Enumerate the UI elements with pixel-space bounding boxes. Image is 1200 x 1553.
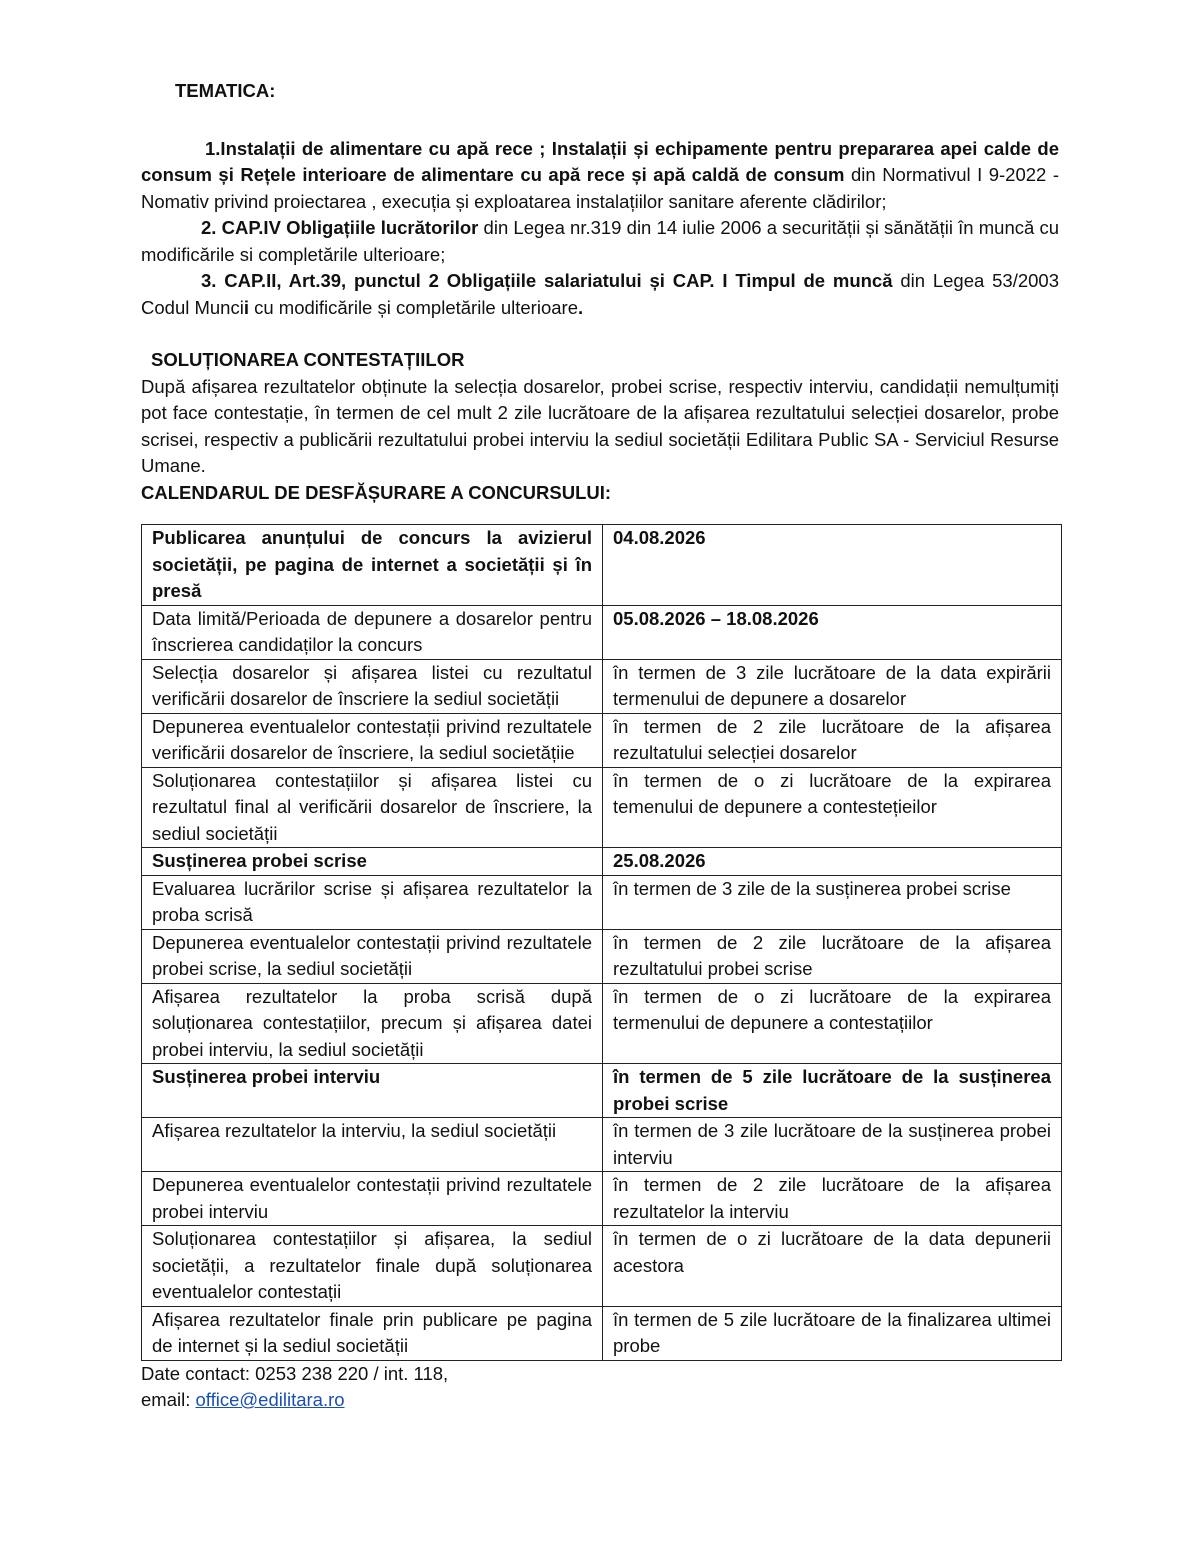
tematica-item-3-bold-tail: i [243, 296, 249, 318]
calendar-step: Depunerea eventualelor contestații privind rezultatele verificării dosarelor de înscriere, la sediul societățiie [142, 713, 603, 767]
calendar-step: Evaluarea lucrărilor scrise și afișarea rezultatelor la proba scrisă [142, 875, 603, 929]
calendar-step: Data limită/Perioada de depunere a dosarelor pentru înscrierea candidaților la concurs [142, 605, 603, 659]
calendar-row [142, 1118, 1062, 1172]
calendar-term: în termen de 2 zile lucrătoare de la afișarea rezultatelor la interviu [603, 1172, 1062, 1226]
calendar-term: în termen de 2 zile lucrătoare de la afișarea rezultatului selecției dosarelor [603, 713, 1062, 767]
calendar-term: în termen de 5 zile lucrătoare de la susținerea probei scrise [603, 1064, 1062, 1118]
calendar-row [142, 1226, 1062, 1307]
calendar-term: în termen de 3 zile de la susținerea probei scrise [603, 875, 1062, 929]
calendar-row [142, 767, 1062, 848]
calendar-title: CALENDARUL DE DESFĂȘURARE A CONCURSULUI: [141, 481, 612, 503]
calendar-term: 04.08.2026 [603, 525, 1062, 606]
calendar-row [142, 525, 1062, 606]
tematica-item-2-bold: 2. CAP.IV Obligațiile lucrătorilor [201, 217, 479, 238]
contact-email-row [141, 1387, 1059, 1414]
tematica-item-3-text: din Legea 53/2003 Codul Munci [141, 270, 1059, 318]
solutionare-text: După afișarea rezultatelor obținute la selecția dosarelor, probei scrise, respectiv interviu, candidații nemulțumiți pot face contestație, în termen de cel mult 2 zile lucrătoare de la afișarea rezultatului selecției dosarelor, probe scrisei, respectiv a publicării rezultatului probei interviu la sediul societății Edilitara Public SA - Serviciul Resurse Umane. [141, 375, 1059, 476]
tematica-item-3-bold: 3. CAP.II, Art.39, punctul 2 Obligațiile salariatului și CAP. I Timpul de muncă [201, 270, 893, 291]
contact-line: Date contact: 0253 238 220 / int. 118, [141, 1362, 449, 1384]
calendar-row [142, 713, 1062, 767]
calendar-term: în termen de 2 zile lucrătoare de la afișarea rezultatului probei scrise [603, 929, 1062, 983]
calendar-step: Selecția dosarelor și afișarea listei cu rezultatul verificării dosarelor de înscriere la sediul societății [142, 659, 603, 713]
calendar-row [142, 983, 1062, 1064]
email-link[interactable]: office@edilitara.ro [195, 1389, 345, 1410]
tematica-item-1-bold: 1.Instalații de alimentare cu apă rece ; Instalații și echipamente pentru prepararea apei calde de consum și Rețele interioare de alimentare cu apă rece și apă caldă de consum [141, 137, 1059, 185]
tematica-item-1 [141, 136, 1059, 216]
calendar-step: Susținerea probei scrise [142, 848, 603, 876]
calendar-step: Soluționarea contestațiilor și afișarea, la sediul societății, a rezultatelor finale după soluționarea eventualelor contestații [142, 1226, 603, 1307]
document-page [141, 78, 1059, 1414]
calendar-step: Afișarea rezultatelor la interviu, la sediul societății [142, 1118, 603, 1172]
calendar-row [142, 929, 1062, 983]
calendar-step: Soluționarea contestațiilor și afișarea listei cu rezultatul final al verificării dosarelor de înscriere, la sediul societății [142, 767, 603, 848]
calendar-row [142, 1306, 1062, 1360]
calendar-term: în termen de o zi lucrătoare de la expirarea termenului de depunere a contestațiilor [603, 983, 1062, 1064]
calendar-term: 25.08.2026 [603, 848, 1062, 876]
calendar-row [142, 848, 1062, 876]
calendar-term: în termen de 3 zile lucrătoare de la susținerea probei interviu [603, 1118, 1062, 1172]
calendar-term: 05.08.2026 – 18.08.2026 [603, 605, 1062, 659]
tematica-item-3-end: . [578, 296, 584, 318]
calendar-step: Depunerea eventualelor contestații privind rezultatele probei interviu [142, 1172, 603, 1226]
email-label: email: [141, 1389, 196, 1410]
calendar-step: Publicarea anunțului de concurs la avizierul societății, pe pagina de internet a societății și în presă [142, 525, 603, 606]
calendar-row [142, 875, 1062, 929]
calendar-step: Afișarea rezultatelor la proba scrisă după soluționarea contestațiilor, precum și afișarea datei probei interviu, la sediul societății [142, 983, 603, 1064]
calendar-term: în termen de 5 zile lucrătoare de la finalizarea ultimei probe [603, 1306, 1062, 1360]
calendar-step: Depunerea eventualelor contestații privind rezultatele probei scrise, la sediul societății [142, 929, 603, 983]
calendar-term: în termen de o zi lucrătoare de la data depunerii acestora [603, 1226, 1062, 1307]
tematica-item-2-text: din Legea nr.319 din 14 iulie 2006 a securității și sănătății în muncă cu modificările si completările ulterioare; [141, 217, 1059, 265]
tematica-item-3-text-tail: cu modificările și completările ulterioare [248, 296, 578, 318]
calendar-row [142, 1172, 1062, 1226]
calendar-step: Afișarea rezultatelor finale prin publicare pe pagina de internet și la sediul societății [142, 1306, 603, 1360]
calendar-step: Susținerea probei interviu [142, 1064, 603, 1118]
tematica-item-3 [141, 268, 1059, 321]
calendar-row [142, 1064, 1062, 1118]
calendar-row [142, 605, 1062, 659]
solutionare-title: SOLUȚIONAREA CONTESTAȚIILOR [151, 349, 465, 370]
calendar-term: în termen de o zi lucrătoare de la expirarea temenului de depunere a contestețieilor [603, 767, 1062, 848]
calendar-term: în termen de 3 zile lucrătoare de la data expirării termenului de depunere a dosarelor [603, 659, 1062, 713]
calendar-row [142, 659, 1062, 713]
tematica-item-1-text: din Normativul I 9-2022 - Nomativ privind proiectarea , execuția și exploatarea instalațiilor sanitare aferente clădirilor; [141, 164, 1060, 212]
tematica-title: TEMATICA: [175, 80, 276, 101]
tematica-item-2 [141, 215, 1059, 268]
calendar-table [141, 524, 1062, 1361]
